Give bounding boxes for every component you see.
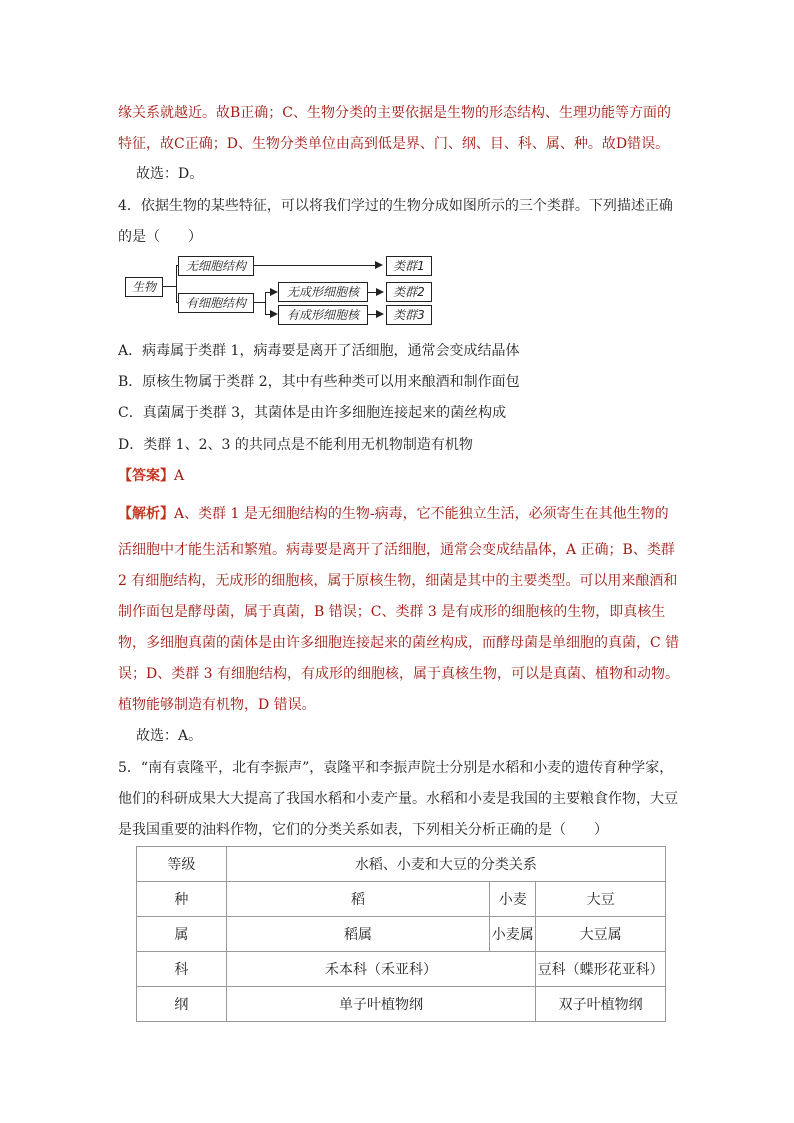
analysis-line: 植物能够制造有机物，D 错误。	[118, 697, 316, 713]
diagram-no-cell: 无细胞结构	[178, 256, 254, 276]
answer-tag: 【答案】	[118, 468, 174, 484]
answer-line	[118, 466, 184, 486]
table-cell: 禾本科（禾亚科）	[226, 952, 535, 987]
table-cell: 稻属	[226, 917, 489, 952]
table-row	[137, 917, 666, 952]
diagram-group-1: 类群1	[386, 256, 432, 276]
diagram-root: 生物	[125, 277, 163, 297]
table-cell: 水稻、小麦和大豆的分类关系	[226, 847, 665, 882]
question-5-stem: 他们的科研成果大大提高了我国水稻和小麦产量。水稻和小麦是我国的主要粮食作物，大豆	[118, 791, 678, 807]
diagram-nucleus: 有成形细胞核	[278, 305, 368, 325]
question-5-stem: 5．“南有袁隆平，北有李振声”，袁隆平和李振声院士分别是水稻和小麦的遗传育种学家，	[118, 760, 674, 776]
choice-line: 故选：A。	[136, 728, 203, 744]
table-row	[137, 952, 666, 987]
option-b: B．原核生物属于类群 2，其中有些种类可以用来酿酒和制作面包	[118, 374, 520, 390]
table-cell: 单子叶植物纲	[226, 987, 535, 1022]
analysis-line: 活细胞中才能生活和繁殖。病毒要是离开了活细胞，通常会变成结晶体，A 正确；B、类群	[118, 542, 675, 558]
table-cell: 属	[137, 917, 227, 952]
table-cell: 科	[137, 952, 227, 987]
table-cell: 大豆	[536, 882, 666, 917]
table-cell: 稻	[226, 882, 489, 917]
table-row	[137, 847, 666, 882]
table-cell: 小麦	[490, 882, 536, 917]
question-5-stem: 是我国重要的油料作物，它们的分类关系如表，下列相关分析正确的是（ ）	[118, 822, 608, 838]
option-a: A．病毒属于类群 1，病毒要是离开了活细胞，通常会变成结晶体	[118, 343, 520, 359]
table-cell: 小麦属	[490, 917, 536, 952]
question-4-stem: 4．依据生物的某些特征，可以将我们学过的生物分成如图所示的三个类群。下列描述正确	[118, 198, 673, 214]
question-4-stem: 的是（ ）	[118, 229, 202, 245]
table-cell: 种	[137, 882, 227, 917]
analysis-text: A、类群 1 是无细胞结构的生物-病毒，它不能独立生活，必须寄生在其他生物的	[174, 506, 669, 522]
text-line: 故选：D。	[136, 166, 204, 182]
text-line: 特征，故C正确；D、生物分类单位由高到低是界、门、纲、目、科、属、种。故D错误。	[118, 136, 670, 152]
option-c: C．真菌属于类群 3，其菌体是由许多细胞连接起来的菌丝构成	[118, 405, 507, 421]
text-line: 缘关系就越近。故B正确；C、生物分类的主要依据是生物的形态结构、生理功能等方面的	[118, 105, 671, 121]
table-cell: 豆科（蝶形花亚科）	[536, 952, 666, 987]
analysis-tag: 【解析】	[118, 506, 174, 522]
table-cell: 等级	[137, 847, 227, 882]
table-cell: 大豆属	[536, 917, 666, 952]
diagram-group-2: 类群2	[386, 282, 432, 302]
table-row	[137, 882, 666, 917]
analysis-line: 误；D、类群 3 有细胞结构，有成形的细胞核，属于真核生物，可以是真菌、植物和动物。	[118, 666, 680, 682]
diagram-group-3: 类群3	[386, 305, 432, 325]
table-row	[137, 987, 666, 1022]
analysis-line: 2 有细胞结构，无成形的细胞核，属于原核生物，细菌是其中的主要类型。可以用来酿酒和	[118, 573, 678, 589]
diagram-cell: 有细胞结构	[178, 293, 254, 313]
classification-table	[136, 846, 666, 1022]
analysis-line: 物，多细胞真菌的菌体是由许多细胞连接起来的菌丝构成，而酵母菌是单细胞的真菌，C 错	[118, 635, 680, 651]
analysis-line	[118, 504, 669, 524]
answer-value: A	[174, 468, 185, 484]
option-d: D．类群 1、2、3 的共同点是不能利用无机物制造有机物	[118, 437, 473, 453]
table-cell: 双子叶植物纲	[536, 987, 666, 1022]
diagram-no-nucleus: 无成形细胞核	[278, 282, 368, 302]
table-cell: 纲	[137, 987, 227, 1022]
analysis-line: 制作面包是酵母菌，属于真菌，B 错误；C、类群 3 是有成形的细胞核的生物，即真核生	[118, 604, 666, 620]
